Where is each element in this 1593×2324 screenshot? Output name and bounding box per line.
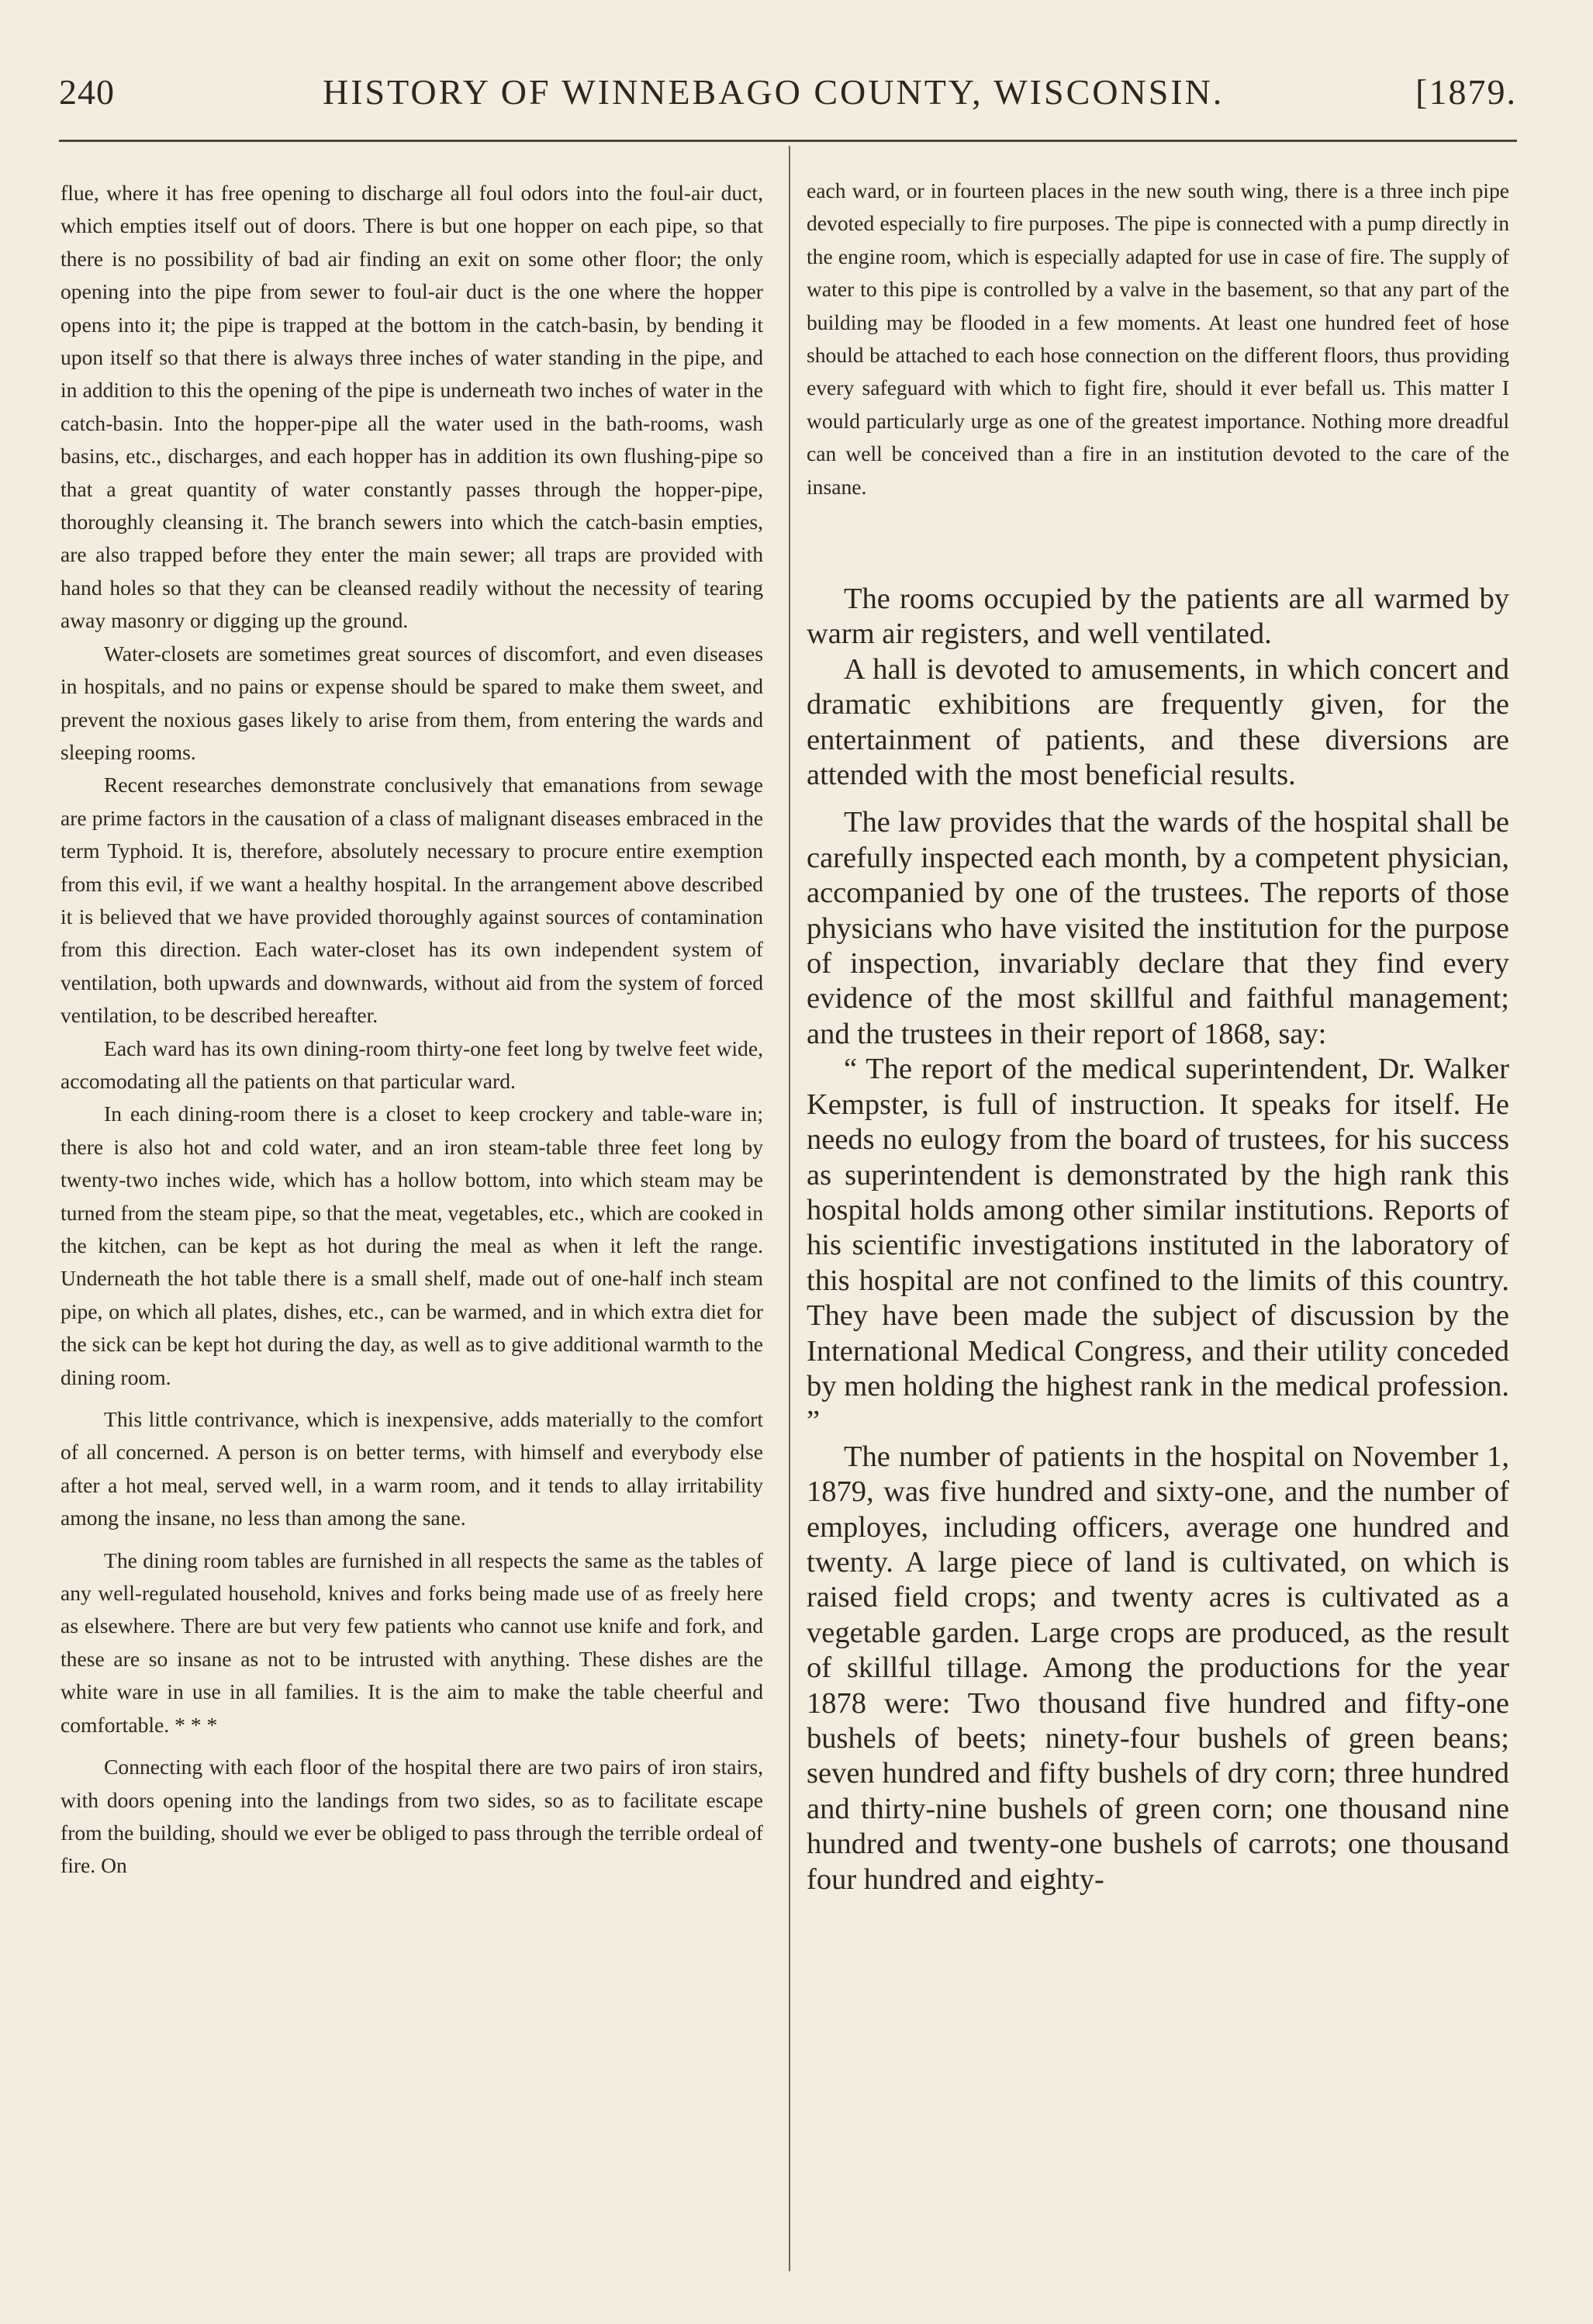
paragraph: Recent researches demonstrate conclusively that emanations from sewage are prime factors in the causation of a class of malignant diseases embraced in the term Typhoid. It is, therefore, absolutely necessary to procure entire exemption from this evil, if we want a healthy hospital. In the arrangement above described it is believed that we have provided thoroughly against sources of contamination from this direction. Each water-closet has its own independent system of ventilation, both upwards and downwards, without aid from the system of forced ventilation, to be described hereafter. (60, 773, 763, 1028)
column-divider (789, 146, 790, 2271)
paragraph: The dining room tables are furnished in all respects the same as the tables of any well-regulated household, knives and forks being made use of as freely here as elsewhere. There are but very few patients who cannot use knife and fork, and these are so insane as not to be intrusted with anything. These dishes are the white ware in use in all families. It is the aim to make the table cheerful and comfortable. * * * (60, 1548, 763, 1737)
paragraph: The law provides that the wards of the hospital shall be carefully inspected each month, by a competent physician, accompanied by one of the trustees. The reports of those physicians who have visited the institution for the purpose of inspection, invariably declare that they find every evidence of the most skillful and faithful management; and the trustees in their report of 1868, say: (807, 806, 1509, 1050)
paragraph: The rooms occupied by the patients are all warmed by warm air registers, and well ventilated. (807, 583, 1509, 651)
paragraph: In each dining-room there is a closet to keep crockery and table-ware in; there is also hot and cold water, and an iron steam-table three feet long by twenty-two inches wide, which has a hollow bottom, into which steam may be turned from the steam pipe, so that the meat, vegetables, etc., which are cooked in the kitchen, can be kept as hot during the meal as when it left the range. Underneath the hot table there is a small shelf, made out of one-half inch steam pipe, on which all plates, dishes, etc., can be warmed, and in which extra diet for the sick can be kept hot during the day, as well as to give additional warmth to the dining room. (60, 1101, 763, 1389)
paragraph: This little contrivance, which is inexpensive, adds materially to the comfort of all concerned. A person is on better terms, with himself and everybody else after a hot meal, served well, in a warm room, and it tends to allay irritability among the insane, no less than among the sane. (60, 1407, 763, 1530)
paragraph: “ The report of the medical superintendent, Dr. Walker Kempster, is full of instruction. It speaks for itself. He needs no eulogy from the board of trustees, for his success as superintendent is demonstrated by the high rank this hospital holds among other similar institutions. Reports of his scientific investigations instituted in the laboratory of this hospital are not confined to the limits of this country. They have been made the subject of discussion by the International Medical Congress, and their utility conceded by men holding the highest rank in the medical profession. ” (807, 1053, 1509, 1438)
paragraph: each ward, or in fourteen places in the new south wing, there is a three inch pipe devoted especially to fire purposes. The pipe is connected with a pump directly in the engine room, which is especially adapted for use in case of fire. The supply of water to this pipe is controlled by a valve in the basement, so that any part of the building may be flooded in a few moments. At least one hundred feet of hose should be attached to each hose connection on the different floors, thus providing every safeguard with which to fight fire, should it ever befall us. This matter I would particularly urge as one of the greatest importance. Nothing more dreadful can well be conceived than a fire in an institution devoted to the care of the insane. (807, 178, 1509, 499)
right-column-large-text (807, 582, 1509, 1897)
paragraph: flue, where it has free opening to discharge all foul odors into the foul-air duct, which empties itself out of doors. There is but one hopper on each pipe, so that there is no possibility of bad air finding an exit on some other floor; the only opening into the pipe from sewer to foul-air duct is the one where the hopper opens into it; the pipe is trapped at the bottom in the catch-basin, by bending it upon itself so that there is always three inches of water standing in the pipe, and in addition to this the opening of the pipe is underneath two inches of water in the catch-basin. Into the hopper-pipe all the water used in the bath-rooms, wash basins, etc., discharges, and each hopper has in addition its own flushing-pipe so that a great quantity of water constantly passes through the hopper-pipe, thoroughly cleansing it. The branch sewers into which the catch-basin empties, are also trapped before they enter the main sewer; all traps are provided with hand holes so that they can be cleansed readily without the necessity of tearing away masonry or digging up the ground. (60, 181, 763, 633)
right-column-small-text (807, 175, 1509, 503)
year-mark: [1879. (1415, 72, 1517, 112)
header-rule (59, 140, 1517, 142)
left-column (60, 177, 763, 1883)
paragraph: Each ward has its own dining-room thirty-one feet long by twelve feet wide, accomodating all the patients on that particular ward. (60, 1036, 763, 1093)
paragraph: Connecting with each floor of the hospital there are two pairs of iron stairs, with doors opening into the landings from two sides, so as to facilitate escape from the building, should we ever be obliged to pass through the terrible ordeal of fire. On (60, 1755, 763, 1878)
paragraph: A hall is devoted to amusements, in which concert and dramatic exhibitions are frequently given, for the entertainment of patients, and these diversions are attended with the most beneficial results. (807, 652, 1509, 792)
page-header (59, 71, 1517, 126)
running-title: HISTORY OF WINNEBAGO COUNTY, WISCONSIN. (323, 72, 1225, 112)
page-number: 240 (59, 72, 115, 112)
paragraph: The number of patients in the hospital on November 1, 1879, was five hundred and sixty-one, and the number of employes, including officers, average one hundred and twenty. A large piece of land is cultivated, on which is raised field crops; and twenty acres is cultivated as a vegetable garden. Large crops are produced, as the result of skillful tillage. Among the productions for the year 1878 were: Two thousand five hundred and fifty-one bushels of beets; ninety-four bushels of green beans; seven hundred and fifty bushels of dry corn; three hundred and thirty-nine bushels of green corn; one thousand nine hundred and twenty-one bushels of carrots; one thousand four hundred and eighty- (807, 1440, 1509, 1896)
paragraph: Water-closets are sometimes great sources of discomfort, and even diseases in hospitals, and no pains or expense should be spared to make them sweet, and prevent the noxious gases likely to arise from them, from entering the wards and sleeping rooms. (60, 641, 763, 764)
